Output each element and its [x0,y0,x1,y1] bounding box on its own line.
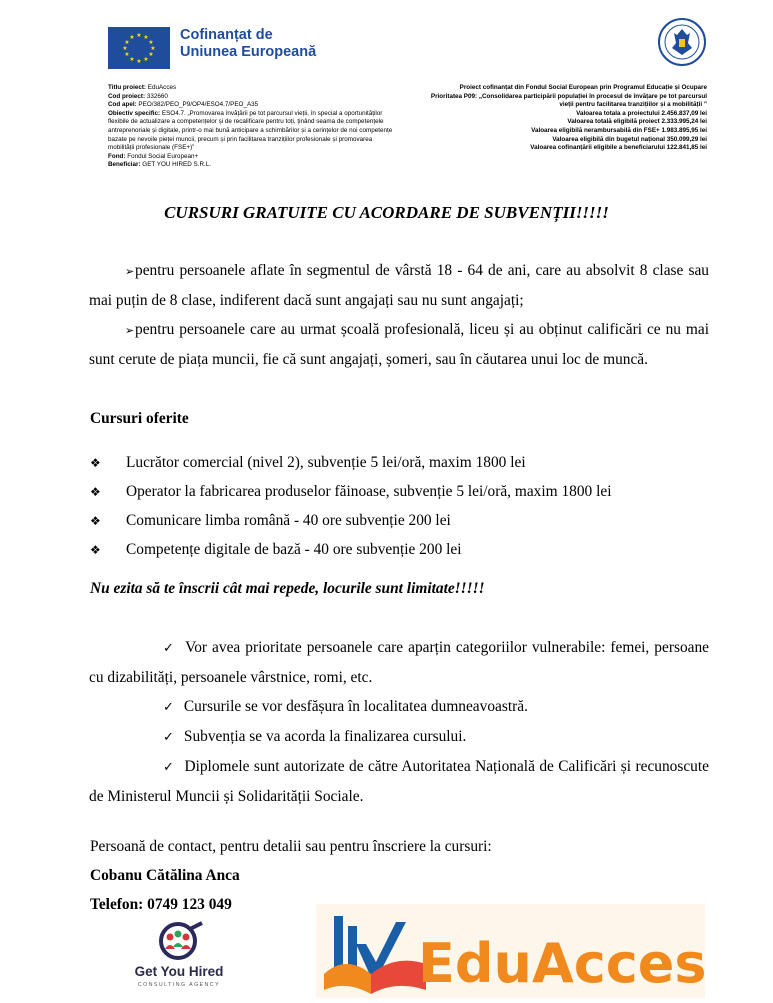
project-info-fund: Fond: Fondul Social European+ [108,152,199,160]
right-info-line: Valoarea totala a proiectului 2.456.837,09 lei [576,109,707,117]
project-info-code: Cod proiect: 332660 [108,92,168,100]
edu-wordmark: EduAcces [418,932,705,995]
diamond-bullet-icon: ❖ [90,542,101,557]
get-you-hired-logo [118,919,240,991]
eu-cofinanced-label [180,27,316,61]
target-group-item: ➢pentru persoanele care au urmat școală profesională, liceu și au obținut calificări ce nu mai sunt cerute de piața muncii, fie că sunt angajați, șomeri, sau în căutarea unui loc de muncă. [89,315,709,374]
right-info-line: vieții pentru facilitarea tranzițiilor și a mobilității ” [559,101,707,109]
contact-name: Cobanu Cătălina Anca [90,867,240,884]
project-info-beneficiary: Beneficiar: GET YOU HIRED S.R.L. [108,161,211,169]
note-item: ✓ Vor avea prioritate persoanele care aparțin categoriilor vulnerabile: femei, persoane cu dizabilități, persoanele vârstnice, romi, etc. [89,639,709,686]
eu-text-line1: Cofinanțat de [180,27,273,43]
right-info-line: Prioritatea P09: „Consolidarea participării populației în procesul de învățare pe tot parcursul [430,92,707,100]
courses-list [90,448,611,564]
gyh-name: Get You Hired [134,964,224,979]
gyh-tagline: CONSULTING AGENCY [137,982,221,988]
project-info-title: Titlu proiect: EduAcces [108,84,177,91]
project-info-left [108,84,398,170]
list-item: ❖ Comunicare limba română - 40 ore subvenție 200 lei [90,511,451,529]
diamond-bullet-icon: ❖ [90,513,101,528]
right-info-line: Valoarea eligibilă nerambursabilă din FSE+ 1.983.895,95 lei [531,126,707,134]
contact-phone: Telefon: 0749 123 049 [90,896,232,913]
eu-flag-logo [108,27,170,69]
get-you-hired-icon [118,919,240,991]
target-groups [89,256,709,374]
target-group-item: ➢pentru persoanele aflate în segmentul de vârstă 18 - 64 de ani, care au absolvit 8 clase sau mai puțin de 8 clase, indiferent dacă sunt angajați sau nu sunt angajați; [89,256,709,315]
project-info-call-code: Cod apel: PEO/382/PEO_P9/OP4/ESO4.7/PEO_A35 [108,101,259,109]
project-info-objective: Obiectiv specific: ESO4.7. „Promovarea învățării pe tot parcursul vieții, în special a oportunităților flexibile de actualizare a competențelor și de recalificare pentru toți, ținând seama de competențele antreprenoriale și digitale, printr-o mai bună anticipare a schimbărilor și a cerințelor de noi competențe bazate pe nevoile pieței muncii, precum și prin facilitarea tranzițiilor profesionale și promovarea mobilității profesionale (FSE+)” [108,109,393,152]
right-info-line: Valoarea eligibilă din bugetul național 350.099,29 lei [552,135,707,143]
svg-text:★: ★ [122,45,128,52]
eduacces-logo [316,904,705,998]
page-title: CURSURI GRATUITE CU ACORDARE DE SUBVENȚII!!!!! [164,203,609,222]
svg-text:★: ★ [136,58,142,65]
svg-text:★: ★ [124,39,130,46]
svg-text:★: ★ [129,56,135,63]
contact-intro: Persoană de contact, pentru detalii sau pentru înscriere la cursuri: [90,838,492,855]
call-to-action: Nu ezita să te înscrii cât mai repede, locurile sunt limitate!!!!! [90,580,485,597]
eu-stars-icon [108,27,170,69]
checkmark-icon: ✓ [163,700,174,715]
svg-text:★: ★ [148,51,154,58]
svg-text:★: ★ [136,32,142,39]
note-item: ✓ Diplomele sunt autorizate de către Autoritatea Națională de Calificări și recunoscute de Ministerul Muncii și Solidarității Sociale. [89,758,709,805]
project-info-right [430,84,707,153]
arrow-bullet-icon: ➢ [125,265,135,278]
svg-text:★: ★ [143,56,149,63]
right-info-line: Valoarea cofinanțării eligibile a beneficiarului 122.841,85 lei [530,144,707,152]
list-item: ❖ Operator la fabricarea produselor făinoase, subvenție 5 lei/oră, maxim 1800 lei [90,482,612,500]
checkmark-icon: ✓ [163,730,174,745]
right-info-line: Proiect cofinanțat din Fondul Social European prin Programul Educație și Ocupare [459,84,707,91]
diamond-bullet-icon: ❖ [90,455,101,470]
checkmark-icon: ✓ [163,641,176,656]
diamond-bullet-icon: ❖ [90,484,101,499]
svg-text:★: ★ [143,34,149,41]
svg-text:★: ★ [150,45,156,52]
right-info-line: Valoarea totală eligibilă proiect 2.333.995,24 lei [567,118,707,126]
arrow-bullet-icon: ➢ [125,324,135,337]
government-of-romania-logo [657,15,707,69]
notes-list [89,633,709,811]
courses-heading: Cursuri oferite [90,410,189,427]
checkmark-icon: ✓ [163,760,175,775]
list-item: ❖ Competențe digitale de bază - 40 ore subvenție 200 lei [90,540,462,558]
svg-text:★: ★ [124,51,130,58]
note-item: ✓ Cursurile se vor desfășura în localitatea dumneavoastră. [163,698,528,715]
svg-text:★: ★ [148,39,154,46]
eu-text-line2: Uniunea Europeană [180,44,317,60]
book-icon [316,904,705,998]
list-item: ❖ Lucrător comercial (nivel 2), subvenție 5 lei/oră, maxim 1800 lei [90,453,526,471]
note-item: ✓ Subvenția se va acorda la finalizarea cursului. [163,728,467,745]
svg-text:★: ★ [129,34,135,41]
